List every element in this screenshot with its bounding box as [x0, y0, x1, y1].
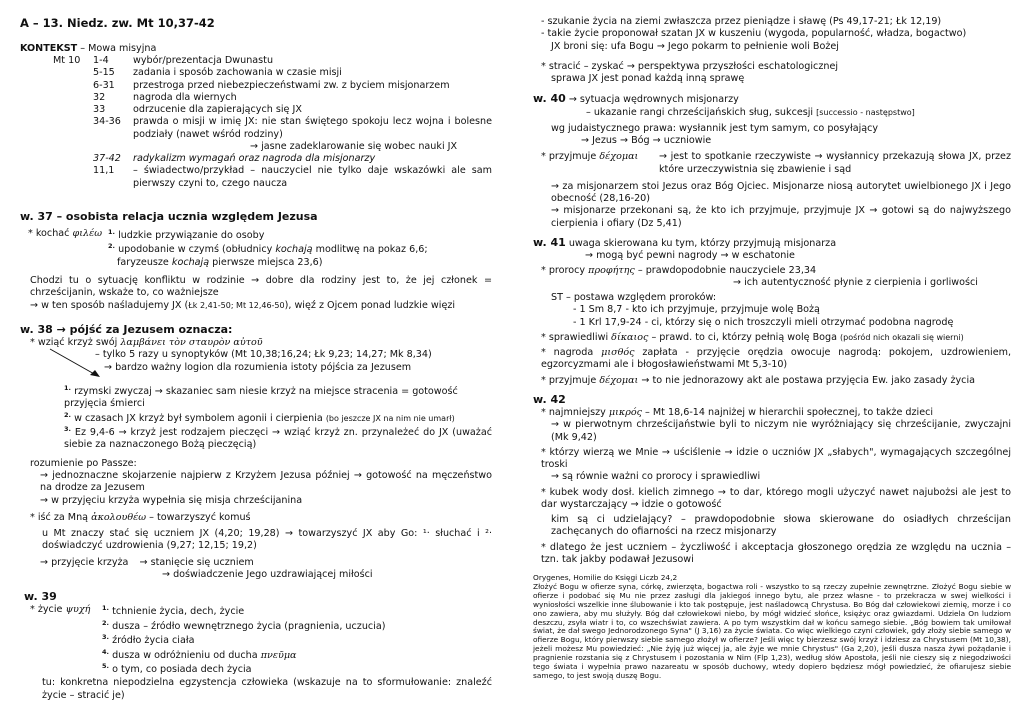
w40-t2b: [successio - następstwo] — [816, 107, 915, 117]
origen-quote — [533, 574, 1011, 681]
w39-m2: dusza – źródło wewnętrznego życia (pragnienia, uczucia) — [112, 620, 386, 632]
w37-m2e: kochają — [171, 256, 210, 268]
context-ref: 34-36 — [93, 116, 121, 128]
kontekst-section — [20, 43, 492, 190]
kontekst-text: – Mowa misyjna — [77, 42, 157, 54]
w41-spraw-greek: δίκαιος — [611, 331, 649, 343]
w38-rozumienie: rozumienie po Passze: — [30, 457, 137, 469]
w40-chain: → Jezus → Bóg → uczniowie — [581, 135, 712, 147]
w42-dlat: * dlatego że jest uczniem – życzliwość i akceptacja głoszonego orędzia ze względu na ucznia – tzn. tak jakby podawał Jezusowi — [541, 541, 1011, 565]
context-text: radykalizm wymagań oraz nagroda dla misjonarzy — [133, 153, 376, 165]
context-ref: 5-15 — [93, 67, 115, 79]
w41-t2: → mogą być pewni nagrody → w eschatonie — [585, 250, 795, 262]
origen-text: Złożyć Bogu w ofierze syna, córkę, zwierzęta, bogactwa roli - wszystko to są rzeczy zupełnie zewnętrzne. Złożyć Bogu siebie w ofierze i podobać się Mu nie przez zasługi dla jakiegoś innego bytu, ale przez własne - to przekracza w swej wielkości i wyniosłości wszelkie inne ślubowanie i kto tak postępuje, jest naśladowcą Chrystusa. Bo Bóg dał człowiekowi ziemię, morze i co ono zawiera, aby mu służyły. Bóg dał człowiekowi niebo, by mógł widzieć słońce, księżyc oraz gwiazdami. Udziela On ludziom deszczu, zsyła wiatr i to, co wszechświat zawiera. A po tym wszystkim dał w końcu samego siebie. „Bóg bowiem tak umiłował świat, że dał swego Jednorodzonego Syna" (J 3,16) za życie świata. Co więc wielkiego czyni człowiek, gdy złoży siebie samego w ofierze Bogu, który pierwszy siebie samego złożył w ofierze? Jeśli więc ty bierzesz swój krzyż i idziesz za Chrystusem (Mt 10,38), jeżeli możesz Mu powiedzieć: „Nie żyję już więcej ja, ale żyje we mnie Chrystus" (Ga 2,20), jeśli dusza nasza żywi pożądanie i pragnienie rozstania się z Chrystusem i pozostania w Nim (Flp 1,23), według słów Apostoła, jeśli nie cieszy się z niegodziwości tego świata i wypełnia prawo nazareatu w sposób duchowy, wtedy dopiero będziesz mógł powiedzieć, że ofiarujesz siebie samego, to jest swoją duszę Bogu. — [533, 582, 1011, 680]
w41-t1: uwaga skierowana ku tym, którzy przyjmują misjonarza — [568, 237, 837, 249]
context-row — [93, 153, 492, 165]
w42-kim: kim są ci udzielający? – prawdopodobnie słowa skierowane do osiadłych chrześcijan zachęcanych do ofiarności na rzecz misjonarzy — [551, 514, 1011, 538]
w37-m2a: upodobanie w czymś (obłudnicy — [118, 244, 276, 256]
w42-najm-greek: μικρός — [608, 406, 642, 418]
w38-isc: * iść za Mną — [30, 511, 89, 523]
stracic-2: sprawa JX jest ponad każdą inną sprawę — [551, 73, 745, 85]
stracic-1: * stracić – zyskać → perspektywa przyszłości eschatologicznej — [541, 60, 839, 72]
w37-label: * kochać — [28, 227, 70, 239]
verse-37-heading: w. 37 – osobista relacja ucznia względem Jezusa — [20, 209, 318, 223]
w41-st2: - 1 Krl 17,9-24 - ci, którzy się o nich troszczyli mieli otrzymać podobna nagrodę — [573, 316, 954, 328]
context-row — [93, 104, 492, 116]
origen-heading: Orygenes, Homilie do Księgi Liczb 24,2 — [533, 573, 678, 583]
w39-m4a: dusza w odróżnieniu od ducha — [112, 649, 258, 661]
w37-m2f: pierwsze miejsca 23,6) — [209, 256, 323, 268]
w41-nagr: * nagroda — [541, 347, 594, 359]
w42-ktory: * którzy wierzą we Mnie → uściślenie → idzie o uczniów JX „słabych", wymagających szczególnej troski — [541, 446, 1011, 471]
context-ref: 32 — [93, 91, 106, 103]
w39-m4b: πνεῦμα — [260, 649, 297, 661]
w40-m1: → za misjonarzem stoi Jezus oraz Bóg Ojciec. Misjonarze niosą autorytet uwielbionego JX i Jego obecność (28,16-20) — [551, 180, 1011, 205]
context-text: odrzucenie dla zapierających się JX — [133, 104, 302, 116]
verse-41-heading: w. 41 — [533, 235, 566, 249]
top-2: - takie życie proponował szatan JX w kuszeniu (wygoda, popularność, władza, bogactwo) — [541, 28, 967, 40]
w39-m1: tchnienie życia, dech, życie — [112, 606, 245, 618]
w38-r2: → w przyjęciu krzyża wypełnia się misja chrześcijanina — [40, 494, 303, 506]
w41-pror-text2: → ich autentyczność płynie z cierpienia i gorliwości — [733, 276, 978, 288]
verse-42-section — [533, 393, 1011, 566]
w41-przyjm-greek: δέχομαι — [599, 374, 639, 386]
w38-m1: rzymski zwyczaj → skazaniec sam niesie krzyż na miejsce stracenia = gotowość przyjęcia śmierci — [64, 386, 458, 410]
context-arrow-line: → jasne zadeklarowanie się wobec nauki JX — [250, 140, 458, 152]
w38-meaning-3: $^{3.}$ Ez 9,4-6 → krzyż jest rodzajem pieczęci → wziąć krzyż zn. przynależeć do JX (uważać siebie za naznaczonego Bożą pieczęcią) — [64, 425, 492, 451]
context-text: zadania i sposób zachowania w czasie misji — [133, 67, 342, 79]
w37-m2d: faryzeusze — [117, 256, 172, 268]
w40-przyjm: * przyjmuje — [541, 151, 597, 163]
w38-synoptic: – tylko 5 razy u synoptyków (Mt 10,38;16,24; Łk 9,23; 14,27; Mk 8,34) — [95, 349, 432, 361]
context-row — [93, 92, 492, 104]
w37-kochac: * kochać φιλέω $^{1.}$ ludzkie przywiązanie do osoby $^{2.}$ upodobanie w czymś (obłudnicy kochają modlitwę na pokaz 6,6; faryzeusze kochają pierwsze miejsca 23,6) — [28, 227, 428, 268]
w38-m2b: (bo jeszcze JX na nim nie umarł) — [325, 413, 455, 423]
context-row — [93, 165, 492, 190]
w38-m2a: w czasach JX krzyż był symbolem agonii i cierpienia — [74, 412, 326, 424]
w41-przyjm: * przyjmuje — [541, 374, 597, 386]
w37-p2c: ), więź z Ojcem ponad ludzkie więzi — [284, 299, 456, 311]
context-text: prawda o misji w imię JX: nie stan świętego spokoju lecz wojna i bolesne podziały (nawet wśród rodziny) — [133, 116, 492, 140]
context-text: wybór/prezentacja Dwunastu — [133, 54, 274, 66]
context-row — [93, 80, 492, 92]
w38-uMt: u Mt znaczy stać się uczniem JX (4,20; 19,28) → towarzyszyć JX aby Go: ¹· słuchać i ²· doświadczyć uzdrowienia (9,27; 12,15; 19,2) — [42, 528, 492, 552]
w38-take: * wziąć krzyż swój — [30, 337, 118, 349]
w41-st1: - 1 Sm 8,7 - kto ich przyjmuje, przyjmuje wolę Bożą — [573, 304, 820, 316]
verse-38-heading: w. 38 → pójść za Jezusem oznacza: — [20, 322, 233, 336]
w40-m2: → misjonarze przekonani są, że kto ich przyjmuje, przyjmuje JX → gotowi są do najwyższego cierpienia i ofiary (Dz 5,41) — [551, 205, 1011, 229]
verse-38-section — [20, 323, 492, 581]
w38-krz1: → przyjęcie krzyża — [40, 556, 129, 568]
verse-39-heading: w. 39 — [24, 590, 57, 604]
context-ref: 11,1 — [93, 165, 115, 177]
context-text: – świadectwo/przykład – nauczyciel nie tylko daje wskazówki ale sam pierwszy czyni to, czego naucza — [133, 165, 492, 189]
w39-label: * życie — [30, 604, 63, 616]
context-ref: 33 — [93, 104, 106, 116]
w41-przyjm-text: → to nie jednorazowy akt ale postawa przyjęcia Ew. jako zasady życia — [638, 374, 975, 386]
page-title: A – 13. Niedz. zw. Mt 10,37-42 — [20, 16, 215, 30]
w42-pierw: → w pierwotnym chrześcijaństwie byli to niczym nie wyróżniający się chrześcijanie, zwyczajni (Mk 9,42) — [551, 419, 1011, 443]
context-row — [53, 55, 492, 67]
w41-spraw: * sprawiedliwi — [541, 331, 609, 343]
context-ref: 1-4 — [93, 54, 109, 66]
w40-judaist: wg judaistycznego prawa: wysłannik jest tym samym, co posyłający — [551, 122, 879, 134]
w38-meaning-2: $^{2.}$ w czasach JX krzyż był symbolem agonii i cierpienia (bo jeszcze JX na nim nie umarł) — [64, 410, 455, 424]
w38-greek: λαμβάνει τὸν σταυρὸν αὐτοῦ — [120, 337, 263, 349]
context-ref: 37-42 — [93, 153, 121, 165]
verse-41-section — [533, 236, 1011, 387]
w40-t2a: – ukazanie rangi chrześcijańskich sług, sukcesji — [586, 106, 817, 118]
right-column — [533, 16, 1011, 681]
w42-row: → są równie ważni co prorocy i sprawiedliwi — [551, 471, 761, 483]
w38-meaning-1: $^{1.}$ rzymski zwyczaj → skazaniec sam niesie krzyż na miejsce stracenia = gotowość przyjęcia śmierci — [64, 383, 458, 410]
left-column — [20, 16, 492, 702]
w39-m5: o tym, co posiada dech życia — [112, 664, 252, 676]
w39-zycie: * życie ψυχή $^{1.}$ tchnienie życia, dech, życie $^{2.}$ dusza – źródło wewnętrznego życia (pragnienia, uczucia) $^{3.}$ źródło życia ciała $^{4.}$ dusza w odróżnieniu od ducha πνεῦμα $^{5.}$ o tym, co posiada dech życia — [30, 604, 386, 676]
w42-kubek: * kubek wody dosł. kielich zimnego → to dar, którego mogli użyczyć nawet najubożsi ale jest to dar wystarczający → idzie o gotowość — [541, 486, 1011, 510]
w39-greek: ψυχή — [65, 604, 91, 616]
w38-isc-text: – towarzyszyć komuś — [146, 511, 251, 523]
pointer-arrow-icon — [48, 347, 108, 379]
context-ref: 6-31 — [93, 79, 115, 91]
w38-logion: → bardzo ważny logion dla rozumienia istoty pójścia za Jezusem — [104, 361, 412, 373]
w40-przyjm-text: → jest to spotkanie rzeczywiste → wysłannicy przekazują słowa JX, przez które urzeczywistnia się zbawienie i sąd — [659, 151, 1011, 175]
verse-37-section — [20, 210, 492, 312]
verse-40-heading: w. 40 — [533, 92, 566, 106]
w37-p2b: Łk 2,41-50; Mt 12,46-50 — [188, 300, 285, 310]
w37-meaning-1: ludzkie przywiązanie do osoby — [118, 230, 265, 242]
w40-t1: → sytuacja wędrownych misjonarzy — [565, 94, 739, 106]
w41-pror: * prorocy — [541, 264, 586, 276]
verse-40-section — [533, 92, 1011, 230]
verse-39-section — [20, 590, 492, 702]
verse-42-heading: w. 42 — [533, 392, 566, 406]
w41-pror-text: – prawdopodobnie nauczyciele 23,34 — [634, 264, 817, 276]
w41-spraw-small: (pośród nich okazali się wierni) — [840, 332, 964, 342]
w38-r1: → jednoznaczne skojarzenie najpierw z Krzyżem Jezusa później → gotowość na męczeństwo na drodze za Jezusem — [40, 469, 492, 494]
w37-paragraph-2 — [30, 300, 492, 312]
w38-krz1b: → stanięcie się uczniem — [139, 556, 254, 568]
w37-m2c: modlitwę na pokaz 6,6; — [312, 244, 428, 256]
context-row — [93, 116, 492, 141]
w41-st: ST – postawa względem proroków: — [551, 292, 717, 304]
w42-najm-text: – Mt 18,6-14 najniżej w hierarchii społecznej, to także dzieci — [641, 406, 934, 418]
w41-spraw-text: – prawd. to ci, którzy pełnią wolę Boga — [648, 331, 841, 343]
w37-m2b: kochają — [275, 244, 313, 256]
w42-najm: * najmniejszy — [541, 406, 606, 418]
w37-p2a: → w ten sposób naśladujemy JX ( — [30, 299, 189, 311]
context-text: nagroda dla wiernych — [133, 91, 237, 103]
kontekst-label: KONTEKST — [20, 42, 78, 54]
w41-nagr-text: zapłata - przyjęcie orędzia owocuje nagrodą: pokojem, uzdrowieniem, egzorcyzmami ale i błogosławieństwami Mt 5,3-10) — [541, 347, 1011, 371]
w38-isc-greek: ἀκολουθέω — [91, 511, 147, 523]
w39-m3: źródło życia ciała — [112, 635, 195, 647]
w37-paragraph: Chodzi tu o sytuację konfliktu w rodzinie → dobre dla rodziny jest to, że jej członek = chrześcijanin, wskaże to, co ważniejsze — [30, 275, 492, 299]
context-book: Mt 10 — [53, 54, 81, 66]
w37-greek: φιλέω — [72, 227, 103, 239]
context-text: przestroga przed niebezpieczeństwami zw. z byciem misjonarzem — [133, 79, 450, 91]
top-1: - szukanie życia na ziemi zwłaszcza przez pieniądze i sławę (Ps 49,17-21; Łk 12,19) — [541, 16, 942, 27]
w38-krz2: → doświadczenie Jego uzdrawiającej miłości — [162, 568, 373, 580]
context-row — [93, 67, 492, 79]
w38-m3: Ez 9,4-6 → krzyż jest rodzajem pieczęci → wziąć krzyż zn. przynależeć do JX (uważać siebie za naznaczonego Bożą pieczęcią) — [64, 427, 492, 451]
w40-greek: δέχομαι — [599, 151, 639, 163]
w41-nagr-greek: μισθός — [601, 347, 635, 359]
top-3: JX broni się: ufa Bogu → Jego pokarm to pełnienie woli Bożej — [551, 40, 839, 52]
w39-tu: tu: konkretna niepodzielna egzystencja człowieka (wskazuje na to sformułowanie: znaleźć życie – stracić je) — [42, 677, 492, 701]
w41-pror-greek: προφήτης — [588, 264, 635, 276]
